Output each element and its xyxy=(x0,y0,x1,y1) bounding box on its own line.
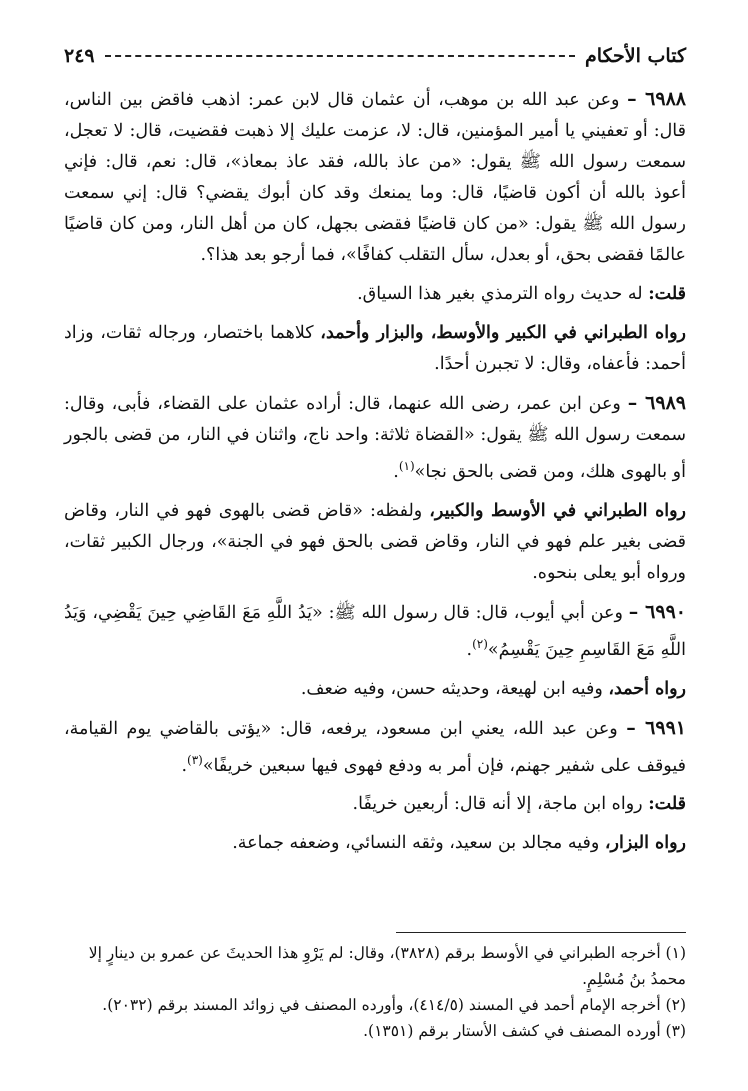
hadith-text: وعن عبد الله، يعني ابن مسعود، يرفعه، قال: «يؤتى بالقاضي يوم القيامة، فيوقف على شفير جهنم، فإن أمر به ودفع فهوى فيها سبعين خريفًا» xyxy=(64,718,686,776)
hadith-text: وعن ابن عمر، رضى الله عنهما، قال: أراده عثمان على القضاء، فأبى، وقال: سمعت رسول الله ﷺ يقول: «القضاة ثلاثة: واحد ناج، واثنان في النار، من قضى بالجور أو بالهوى هلك، ومن قضى بالحق نجا» xyxy=(64,394,686,482)
footnote-ref: (١) xyxy=(398,459,415,473)
footnote-ref: (٣) xyxy=(187,752,203,767)
chapter-title: كتاب الأحكام xyxy=(585,45,686,67)
header-divider xyxy=(105,55,575,57)
footnote-ref: (٢) xyxy=(472,636,488,651)
narration-text: وفيه مجالد بن سعيد، وثقه النسائي، وضعفه جماعة. xyxy=(232,833,605,854)
narration-lead: رواه الطبراني في الكبير والأوسط، والبزار وأحمد، xyxy=(320,323,686,343)
note-paragraph xyxy=(64,279,686,310)
hadith-tail: . xyxy=(393,461,399,482)
narration-paragraph xyxy=(64,674,686,705)
narration-text: ولفظه: «قاض قضى بالهوى فهو في النار، وقاض قضى بغير علم فهو في النار، وقاض قضى بالحق فهو في الجنة»، ورجال الكبير ثقات، ورواه أبو يعلى بنحوه. xyxy=(64,500,686,583)
hadith-tail: . xyxy=(466,639,473,660)
hadith-6988 xyxy=(64,84,686,271)
footnotes xyxy=(64,940,686,1044)
hadith-6991 xyxy=(64,713,686,782)
narration-lead: رواه الطبراني في الأوسط والكبير، xyxy=(429,500,686,521)
hadith-text: وعن عبد الله بن موهب، أن عثمان قال لابن عمر: اذهب فاقض بين الناس، قال: أو تعفيني يا أمير المؤمنين، قال: لا، عزمت عليك إلا ذهبت فقضيت، قال: لا تعجل، سمعت رسول الله ﷺ يقول: «من عاذ بالله، فقد عاذ بمعاذ»، قال: نعم، قال: فإني أعوذ بالله أن أكون قاضيًا، قال: وما يمنعك وقد كان أبوك يقضي؟ قال: إني سمعت رسول الله ﷺ يقول: «من كان قاضيًا فقضى بجهل، كان من أهل النار، ومن كان قاضيًا عالمًا فقضى بحق، أو بعدل، سأل التقلب كفافًا»، فما أرجو بعد هذا؟. xyxy=(64,90,686,265)
note-lead: قلت: xyxy=(648,794,686,815)
narration-lead: رواه البزار، xyxy=(604,833,686,854)
hadith-number: ٦٩٩١ – xyxy=(626,716,686,739)
narration-lead: رواه أحمد، xyxy=(608,678,686,699)
note-paragraph xyxy=(64,789,686,820)
hadith-number: ٦٩٩٠ – xyxy=(628,600,686,623)
footnote-2: (٢) أخرجه الإمام أحمد في المسند (٤١٤/٥)، وأورده المصنف في زوائد المسند برقم (٢٠٣٢). xyxy=(102,996,686,1014)
footnote-1: (١) أخرجه الطبراني في الأوسط برقم (٣٨٢٨)، وقال: لم يَرْوِ هذا الحديثَ عن عمرو بن دينارٍ إلا محمدُ بنُ مُسْلِمٍ. xyxy=(88,944,686,988)
hadith-6990 xyxy=(64,597,686,666)
page-header xyxy=(64,36,686,76)
note-text: رواه ابن ماجة، إلا أنه قال: أربعين خريفًا. xyxy=(352,794,649,815)
hadith-text: وعن أبي أيوب، قال: قال رسول الله ﷺ: «يَدُ اللَّهِ مَعَ القَاضِي حِينَ يَقْضِي، وَيَدُ اللَّهِ مَعَ القَاسِمِ حِينَ يَقْسِمُ» xyxy=(64,602,686,660)
narration-text: وفيه ابن لهيعة، وحديثه حسن، وفيه ضعف. xyxy=(300,678,609,699)
footnote-3: (٣) أورده المصنف في كشف الأستار برقم (١٣٥١). xyxy=(363,1022,686,1040)
page-number: ٢٤٩ xyxy=(64,45,95,67)
narration-paragraph xyxy=(64,318,686,380)
hadith-number: ٦٩٨٨ – xyxy=(627,88,686,110)
narration-text: كلاهما باختصار، ورجاله ثقات، وزاد أحمد: فأعفاه، وقال: لا تجبرن أحدًا. xyxy=(64,323,686,374)
footnote-divider xyxy=(396,932,686,933)
narration-paragraph xyxy=(64,496,686,589)
hadith-tail: . xyxy=(181,755,188,776)
hadith-6989 xyxy=(64,388,686,488)
narration-paragraph xyxy=(64,828,686,859)
hadith-number: ٦٩٨٩ – xyxy=(627,392,686,414)
note-lead: قلت: xyxy=(648,284,686,304)
note-text: له حديث رواه الترمذي بغير هذا السياق. xyxy=(357,284,649,304)
